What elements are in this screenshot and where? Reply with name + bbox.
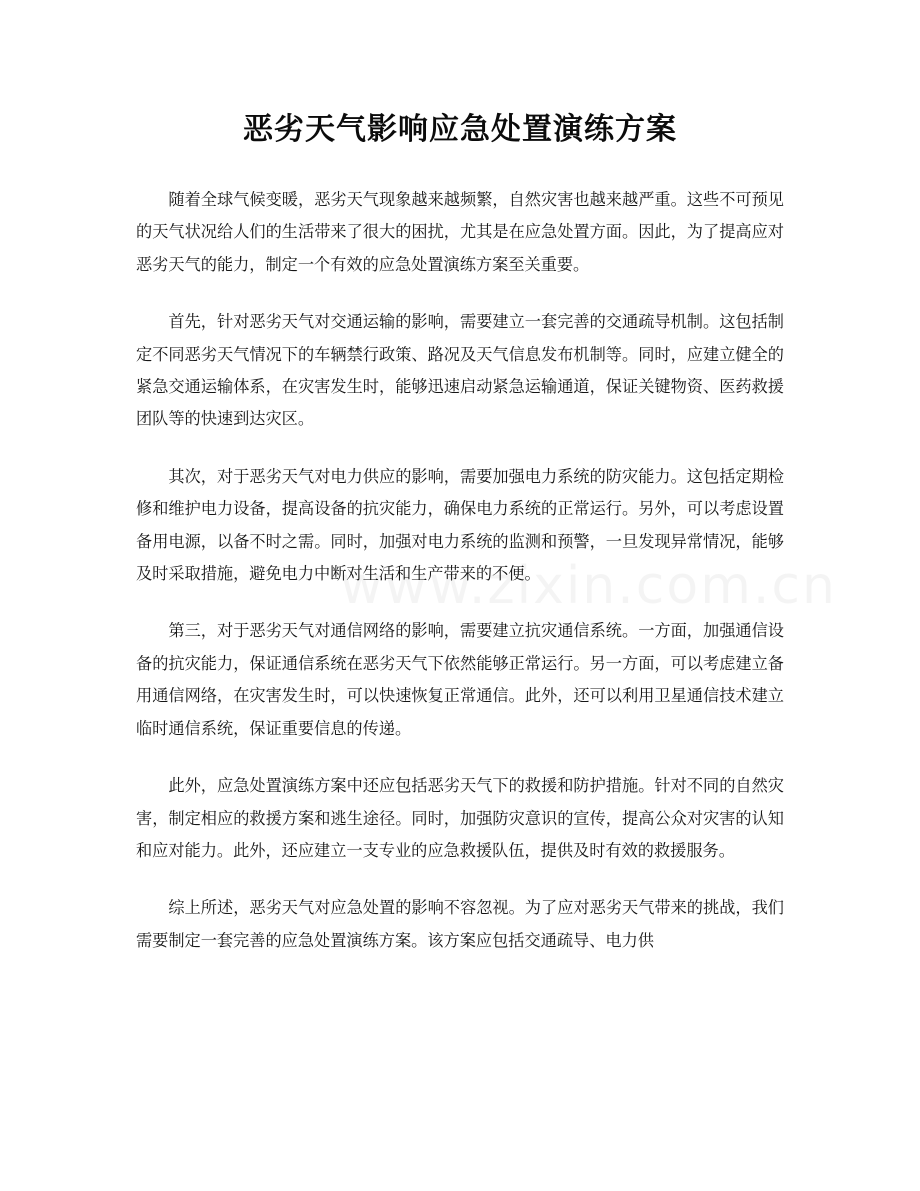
document-title: 恶劣天气影响应急处置演练方案: [243, 112, 677, 147]
document-body: [136, 184, 784, 982]
paragraph-communication: 第三，对于恶劣天气对通信网络的影响，需要建立抗灾通信系统。一方面，加强通信设备的抗灾能力，保证通信系统在恶劣天气下依然能够正常运行。另一方面，可以考虑建立备用通信网络，在灾害发生时，可以快速恢复正常通信。此外，还可以利用卫星通信技术建立临时通信系统，保证重要信息的传递。: [136, 621, 784, 738]
paragraph-intro: 随着全球气候变暖，恶劣天气现象越来越频繁，自然灾害也越来越严重。这些不可预见的天气状况给人们的生活带来了很大的困扰，尤其是在应急处置方面。因此，为了提高应对恶劣天气的能力，制定一个有效的应急处置演练方案至关重要。: [136, 190, 784, 274]
paragraph-rescue: 此外，应急处置演练方案中还应包括恶劣天气下的救援和防护措施。针对不同的自然灾害，制定相应的救援方案和逃生途径。同时，加强防灾意识的宣传，提高公众对灾害的认知和应对能力。此外，还应建立一支专业的应急救援队伍，提供及时有效的救援服务。: [136, 776, 784, 860]
paragraph-summary: 综上所述，恶劣天气对应急处置的影响不容忽视。为了应对恶劣天气带来的挑战，我们需要制定一套完善的应急处置演练方案。该方案应包括交通疏导、电力供: [136, 898, 784, 950]
paragraph-power: 其次，对于恶劣天气对电力供应的影响，需要加强电力系统的防灾能力。这包括定期检修和维护电力设备，提高设备的抗灾能力，确保电力系统的正常运行。另外，可以考虑设置备用电源，以备不时之需。同时，加强对电力系统的监测和预警，一旦发现异常情况，能够及时采取措施，避免电力中断对生活和生产带来的不便。: [136, 466, 784, 584]
paragraph-traffic: 首先，针对恶劣天气对交通运输的影响，需要建立一套完善的交通疏导机制。这包括制定不同恶劣天气情况下的车辆禁行政策、路况及天气信息发布机制等。同时，应建立健全的紧急交通运输体系，在灾害发生时，能够迅速启动紧急运输通道，保证关键物资、医药救援团队等的快速到达灾区。: [136, 312, 784, 429]
